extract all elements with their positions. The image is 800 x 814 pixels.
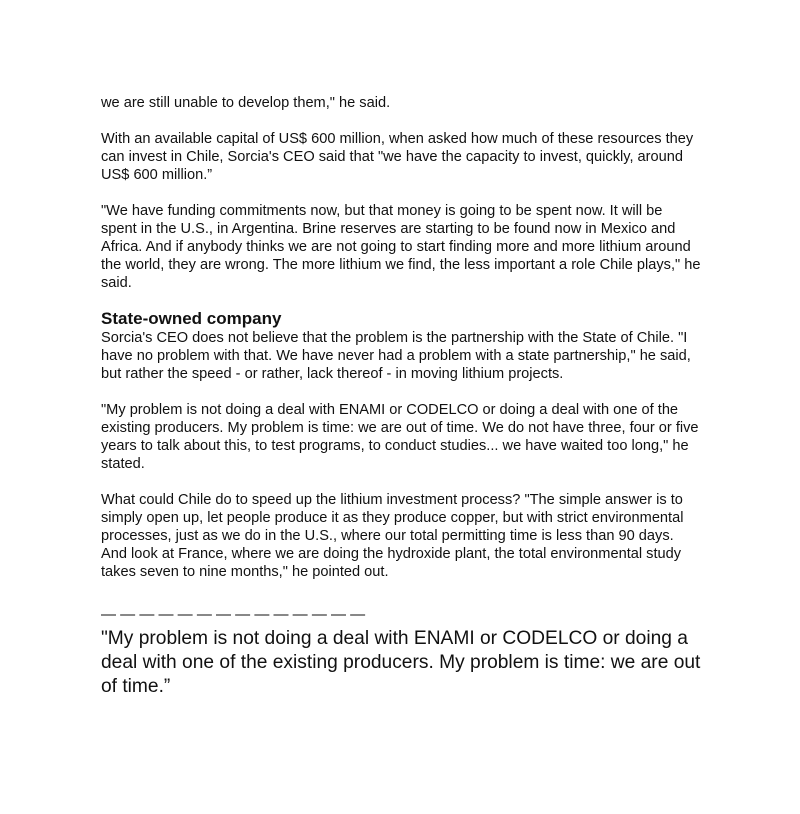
paragraph: we are still unable to develop them," he said. [101,95,391,111]
paragraph: Sorcia's CEO does not believe that the problem is the partnership with the State of Chile. "I have no problem with that. We have never had a problem with a state partnership," he said, but rather the speed - or rather, lack thereof - in moving lithium projects. [101,330,691,382]
paragraph: "We have funding commitments now, but that money is going to be spent now. It will be spent in the U.S., in Argentina. Brine reserves are starting to be found now in Mexico and Africa. And if anybody thinks we are not going to start finding more and more lithium around the world, they are wrong. The more lithium we find, the less important a role Chile plays," he said. [101,203,701,291]
article-body [101,94,701,699]
paragraph: With an available capital of US$ 600 million, when asked how much of these resources they can invest in Chile, Sorcia's CEO said that "we have the capacity to invest, quickly, around US$ 600 million.” [101,131,694,183]
divider: — — — — — — — — — — — — — — [101,606,366,623]
pull-quote: "My problem is not doing a deal with ENAMI or CODELCO or doing a deal with one of the existing producers. My problem is time: we are out of time.” [101,628,701,697]
section-heading: State-owned company [101,309,282,328]
paragraph: "My problem is not doing a deal with ENAMI or CODELCO or doing a deal with one of the existing producers. My problem is time: we are out of time. We do not have three, four or five years to talk about this, to test programs, to conduct studies... we have waited too long," he stated. [101,402,699,472]
paragraph: What could Chile do to speed up the lithium investment process? "The simple answer is to simply open up, let people produce it as they produce copper, but with strict environmental processes, just as we do in the U.S., where our total permitting time is less than 90 days. And look at France, where we are doing the hydroxide plant, the total environmental study takes seven to nine months," he pointed out. [101,492,684,580]
